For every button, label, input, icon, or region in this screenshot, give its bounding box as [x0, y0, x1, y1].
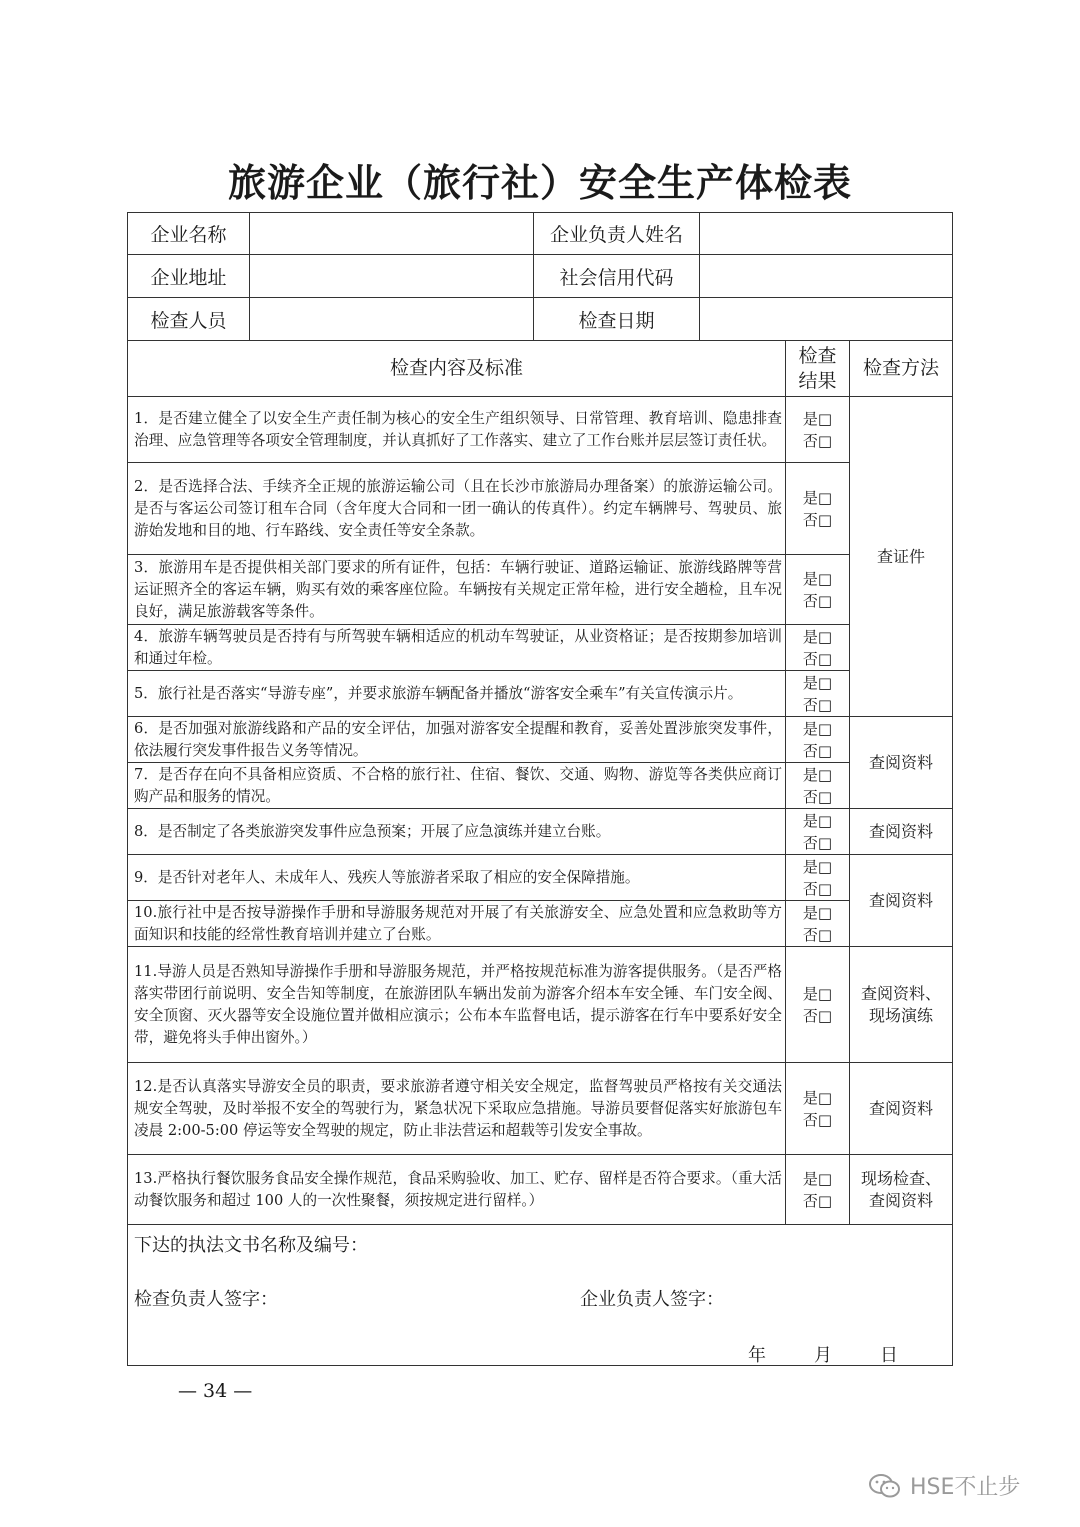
no-checkbox[interactable]: 否□ — [802, 1191, 833, 1210]
yes-checkbox[interactable]: 是□ — [802, 984, 833, 1003]
credit-code-field[interactable] — [700, 255, 953, 298]
no-checkbox[interactable]: 否□ — [802, 1006, 833, 1025]
result-cell — [786, 947, 850, 1063]
table-row — [128, 625, 953, 671]
yes-checkbox[interactable]: 是□ — [802, 673, 833, 692]
item-text: 1．是否建立健全了以安全生产责任制为核心的安全生产组织领导、日常管理、教育培训、隐患排查治理、应急管理等各项安全管理制度，并认真抓好了工作落实、建立了工作台账并层层签订责任状。 — [128, 397, 786, 463]
method-cell: 查阅资料 — [850, 809, 953, 855]
no-checkbox[interactable]: 否□ — [802, 649, 833, 668]
table-row — [128, 809, 953, 855]
result-header: 检查结果 — [786, 341, 850, 397]
table-row — [128, 901, 953, 947]
watermark — [868, 1470, 1020, 1501]
item-text: 12.是否认真落实导游安全员的职责，要求旅游者遵守相关安全规定，监督驾驶员严格按有关交通法规安全驾驶，及时举报不安全的驾驶行为，紧急状况下采取应急措施。导游员要督促落实好旅游包车凌晨 2:00-5:00 停运等安全驾驶的规定，防止非法营运和超载等引发安全事故。 — [128, 1063, 786, 1155]
table-row — [128, 1063, 953, 1155]
table-row — [128, 1155, 953, 1225]
item-text: 4．旅游车辆驾驶员是否持有与所驾驶车辆相适应的机动车驾驶证，从业资格证；是否按期参加培训和通过年检。 — [128, 625, 786, 671]
result-cell — [786, 763, 850, 809]
yes-checkbox[interactable]: 是□ — [802, 569, 833, 588]
item-text: 3．旅游用车是否提供相关部门要求的所有证件，包括：车辆行驶证、道路运输证、旅游线路牌等营运证照齐全的客运车辆，购买有效的乘客座位险。车辆按有关规定正常年检，进行安全趟检，且车况良好，满足旅游载客等条件。 — [128, 555, 786, 625]
signature-section — [128, 1225, 953, 1366]
method-cell: 查证件 — [850, 397, 953, 717]
result-cell — [786, 1063, 850, 1155]
yes-checkbox[interactable]: 是□ — [802, 488, 833, 507]
item-text: 11.导游人员是否熟知导游操作手册和导游服务规范，并严格按规范标准为游客提供服务。（是否严格落实带团行前说明、安全告知等制度，在旅游团队车辆出发前为游客介绍本车安全锤、车门安全阀、安全顶窗、灭火器等安全设施位置并做相应演示；公布本车监督电话，提示游客在行车中要系好安全带，避免将头手伸出窗外。） — [128, 947, 786, 1063]
watermark-text: HSE不止步 — [910, 1475, 1021, 1500]
method-cell: 查阅资料 — [850, 855, 953, 947]
yes-checkbox[interactable]: 是□ — [802, 409, 833, 428]
item-text: 7．是否存在向不具备相应资质、不合格的旅行社、住宿、餐饮、交通、购物、游览等各类供应商订购产品和服务的情况。 — [128, 763, 786, 809]
info-row — [128, 213, 953, 255]
month-label: 月 — [814, 1345, 832, 1366]
no-checkbox[interactable]: 否□ — [802, 431, 833, 450]
no-checkbox[interactable]: 否□ — [802, 1110, 833, 1129]
result-cell — [786, 855, 850, 901]
yes-checkbox[interactable]: 是□ — [802, 857, 833, 876]
yes-checkbox[interactable]: 是□ — [802, 719, 833, 738]
no-checkbox[interactable]: 否□ — [802, 741, 833, 760]
info-row — [128, 298, 953, 341]
table-row — [128, 555, 953, 625]
table-row — [128, 763, 953, 809]
item-text: 2．是否选择合法、手续齐全正规的旅游运输公司（且在长沙市旅游局办理备案）的旅游运输公司。是否与客运公司签订租车合同（含年度大合同和一团一确认的传真件）。约定车辆牌号、驾驶员、旅游始发地和目的地、行车路线、安全责任等安全条款。 — [128, 463, 786, 555]
yes-checkbox[interactable]: 是□ — [802, 811, 833, 830]
no-checkbox[interactable]: 否□ — [802, 787, 833, 806]
info-label: 检查人员 — [128, 298, 250, 341]
year-label: 年 — [748, 1345, 766, 1366]
method-header: 检查方法 — [850, 341, 953, 397]
method-cell: 查阅资料、现场演练 — [850, 947, 953, 1063]
table-row — [128, 671, 953, 717]
no-checkbox[interactable]: 否□ — [802, 591, 833, 610]
no-checkbox[interactable]: 否□ — [802, 925, 833, 944]
page-number: — 34 — — [178, 1380, 253, 1402]
page-title: 旅游企业（旅行社）安全生产体检表 — [227, 161, 852, 205]
result-cell — [786, 625, 850, 671]
yes-checkbox[interactable]: 是□ — [802, 1088, 833, 1107]
inspector-field[interactable] — [250, 298, 534, 341]
company-name-field[interactable] — [250, 213, 534, 255]
table-row — [128, 947, 953, 1063]
no-checkbox[interactable]: 否□ — [802, 833, 833, 852]
inspection-date-field[interactable] — [700, 298, 953, 341]
inspection-form — [127, 212, 953, 1366]
result-cell — [786, 397, 850, 463]
method-cell: 查阅资料 — [850, 717, 953, 809]
company-signature-label: 企业负责人签字： — [580, 1289, 724, 1310]
inspector-signature-label: 检查负责人签字： — [134, 1289, 278, 1310]
document-label: 下达的执法文书名称及编号： — [134, 1235, 368, 1256]
content-header: 检查内容及标准 — [128, 341, 786, 397]
result-cell — [786, 463, 850, 555]
info-label: 检查日期 — [534, 298, 700, 341]
item-text: 10.旅行社中是否按导游操作手册和导游服务规范对开展了有关旅游安全、应急处置和应急救助等方面知识和技能的经常性教育培训并建立了台账。 — [128, 901, 786, 947]
item-text: 6．是否加强对旅游线路和产品的安全评估，加强对游客安全提醒和教育，妥善处置涉旅突发事件，依法履行突发事件报告义务等情况。 — [128, 717, 786, 763]
date-line — [748, 1341, 946, 1367]
footer-row — [128, 1225, 953, 1366]
day-label: 日 — [880, 1345, 898, 1366]
yes-checkbox[interactable]: 是□ — [802, 765, 833, 784]
yes-checkbox[interactable]: 是□ — [802, 903, 833, 922]
principal-name-field[interactable] — [700, 213, 953, 255]
info-label: 企业地址 — [128, 255, 250, 298]
result-cell — [786, 717, 850, 763]
header-row — [128, 341, 953, 397]
info-label: 企业名称 — [128, 213, 250, 255]
method-cell: 现场检查、查阅资料 — [850, 1155, 953, 1225]
result-cell — [786, 555, 850, 625]
table-row — [128, 717, 953, 763]
yes-checkbox[interactable]: 是□ — [802, 627, 833, 646]
result-cell — [786, 1155, 850, 1225]
table-row — [128, 397, 953, 463]
info-label: 企业负责人姓名 — [534, 213, 700, 255]
company-address-field[interactable] — [250, 255, 534, 298]
table-row — [128, 855, 953, 901]
no-checkbox[interactable]: 否□ — [802, 510, 833, 529]
item-text: 8．是否制定了各类旅游突发事件应急预案；开展了应急演练并建立台账。 — [128, 809, 786, 855]
result-cell — [786, 901, 850, 947]
item-text: 9．是否针对老年人、未成年人、残疾人等旅游者采取了相应的安全保障措施。 — [128, 855, 786, 901]
item-text: 13.严格执行餐饮服务食品安全操作规范，食品采购验收、加工、贮存、留样是否符合要求。（重大活动餐饮服务和超过 100 人的一次性聚餐，须按规定进行留样。） — [128, 1155, 786, 1225]
method-cell: 查阅资料 — [850, 1063, 953, 1155]
result-cell — [786, 809, 850, 855]
no-checkbox[interactable]: 否□ — [802, 879, 833, 898]
item-text: 5．旅行社是否落实“导游专座”，并要求旅游车辆配备并播放“游客安全乘车”有关宣传演示片。 — [128, 671, 786, 717]
wechat-icon — [868, 1473, 902, 1499]
yes-checkbox[interactable]: 是□ — [802, 1169, 833, 1188]
info-label: 社会信用代码 — [534, 255, 700, 298]
no-checkbox[interactable]: 否□ — [802, 695, 833, 714]
info-row — [128, 255, 953, 298]
table-row — [128, 463, 953, 555]
result-cell — [786, 671, 850, 717]
